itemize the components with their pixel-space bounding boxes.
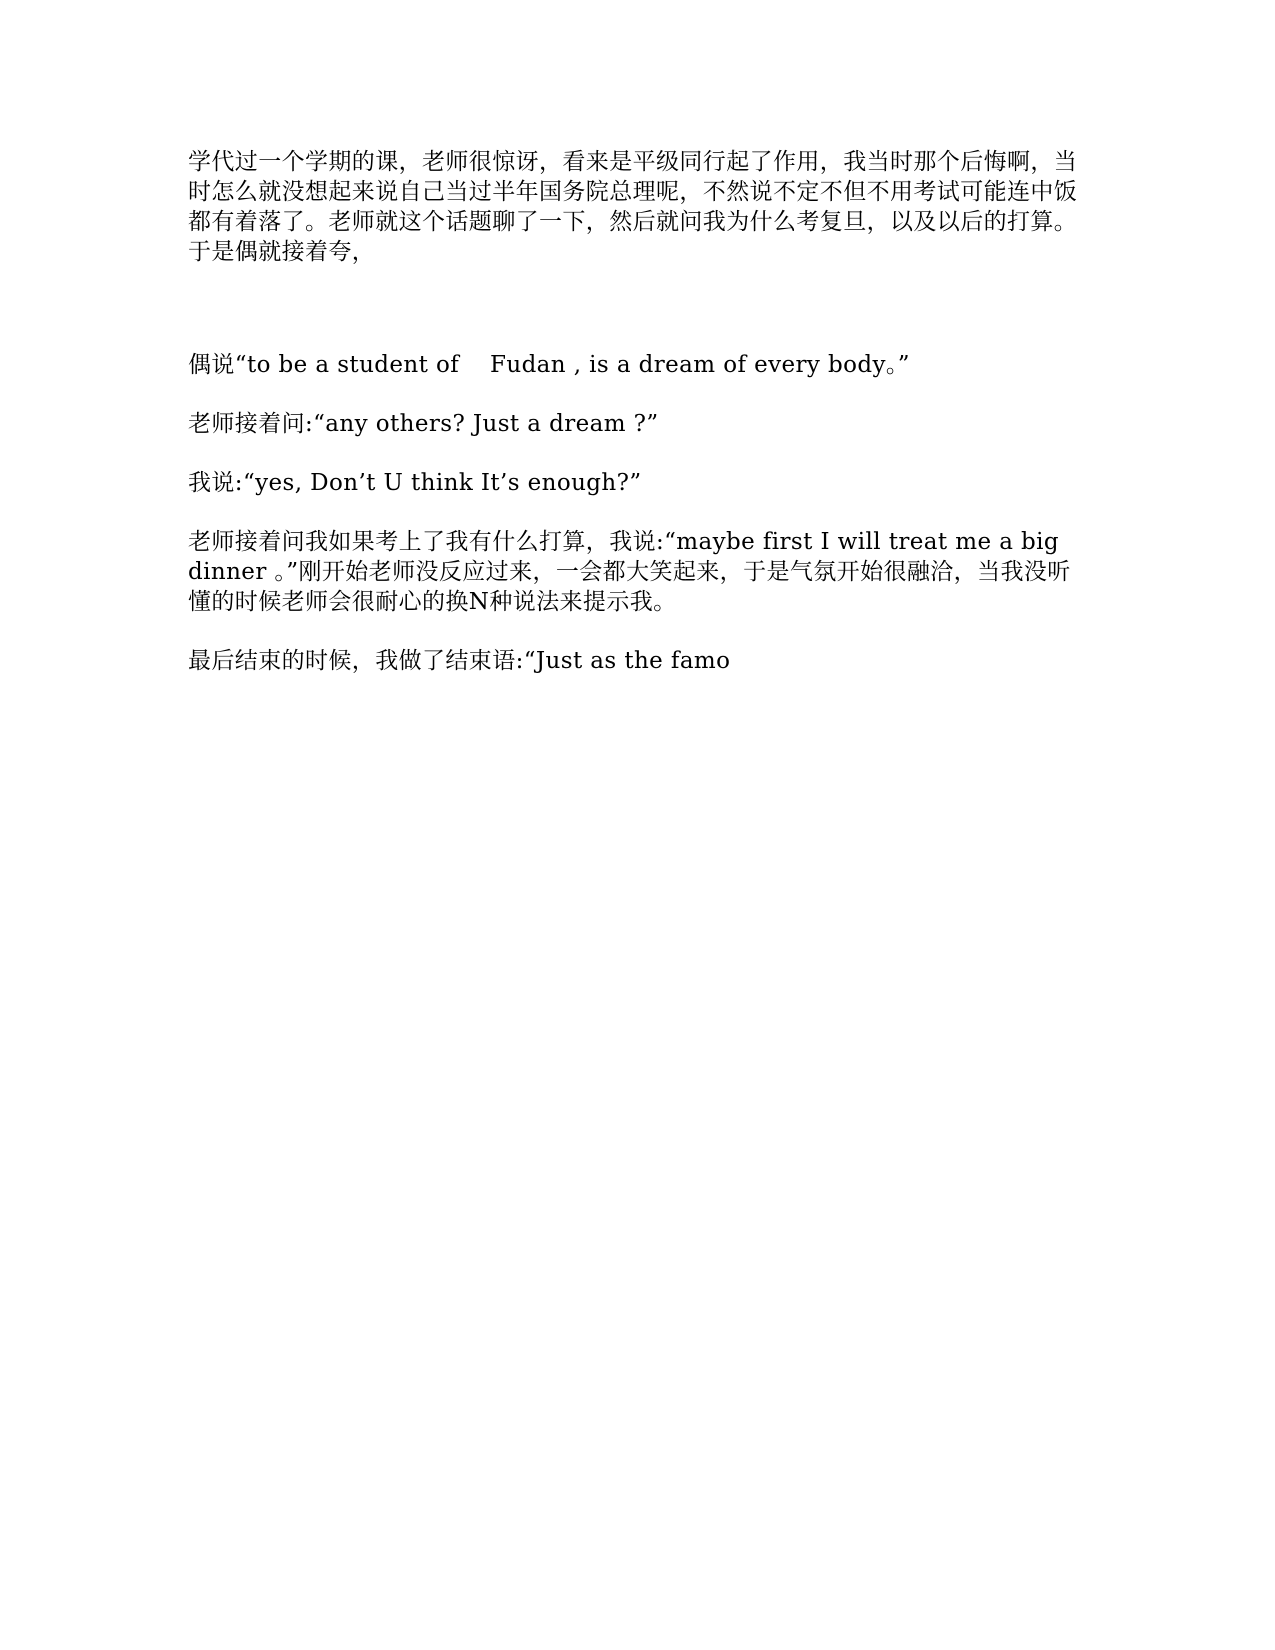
paragraph-my-answer: 我说:“yes, Don’t U think It’s enough?” <box>188 470 642 496</box>
paragraph-plans: 老师接着问我如果考上了我有什么打算，我说:“maybe first I will treat me a big dinner 。”刚开始老师没反应过来，一会都大笑起来，于是气氛开始很融洽，当我没听懂的时候老师会很耐心的换N种说法来提示我。 <box>188 529 1071 615</box>
paragraph-closing: 最后结束的时候，我做了结束语:“Just as the famo <box>188 648 731 674</box>
paragraph-teacher-question: 老师接着问:“any others? Just a dream ?” <box>188 411 659 437</box>
paragraph-dream-quote: 偶说“to be a student of Fudan , is a dream of every body。” <box>188 352 910 378</box>
document-body <box>188 147 1088 676</box>
paragraph-intro: 学代过一个学期的课，老师很惊讶，看来是平级同行起了作用，我当时那个后悔啊，当时怎么就没想起来说自己当过半年国务院总理呢，不然说不定不但不用考试可能连中饭都有着落了。老师就这个话题聊了一下，然后就问我为什么考复旦，以及以后的打算。于是偶就接着夸， <box>188 149 1078 265</box>
